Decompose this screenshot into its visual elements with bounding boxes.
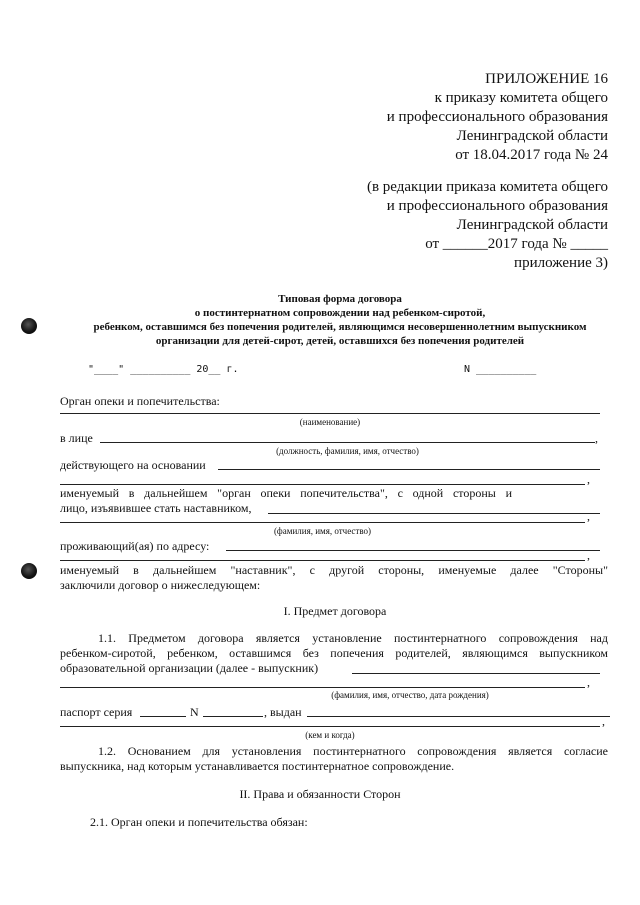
- guardian-label: Орган опеки и попечительства:: [60, 394, 220, 408]
- caption-position: (должность, фамилия, имя, отчество): [276, 446, 419, 456]
- document-subtitle-3: организации для детей-сирот, детей, оставшихся без попечения родителей: [155, 335, 525, 347]
- section-2-heading: II. Права и обязанности Сторон: [239, 787, 401, 801]
- revision-line-4: от ______2017 года № _____: [425, 236, 608, 252]
- section-1-heading: I. Предмет договора: [283, 604, 387, 618]
- caption-name: (наименование): [299, 417, 361, 427]
- comma-mark: ,: [587, 472, 590, 486]
- mentor-named-line: именуемый в дальнейшем "наставник", с другой стороны, именуемые далее "Стороны": [60, 563, 608, 577]
- section-1-p1-line1: 1.1. Предметом договора является установление постинтернатного сопровождения над: [98, 631, 608, 645]
- comma-mark: ,: [587, 675, 590, 689]
- revision-line-1: (в редакции приказа комитета общего: [366, 179, 608, 195]
- punch-hole-bottom: [21, 563, 37, 579]
- header-date-line: от 18.04.2017 года № 24: [455, 147, 608, 163]
- revision-line-5: приложение 3): [514, 255, 608, 271]
- passport-series-label: паспорт серия: [60, 705, 133, 719]
- graduate-line: [352, 673, 600, 674]
- acting-basis-line: [218, 469, 600, 470]
- in-person-label: в лице: [60, 431, 93, 445]
- passport-issued-line-2: [60, 726, 600, 727]
- acting-basis-line-2: [60, 484, 585, 485]
- revision-line-2: и профессионального образования: [386, 198, 608, 214]
- named-guardian-line: именуемый в дальнейшем "орган опеки попечительства", с одной стороны и: [60, 486, 512, 500]
- section-2-p1: 2.1. Орган опеки и попечительства обязан:: [90, 815, 308, 829]
- comma-mark: ,: [602, 714, 605, 728]
- contract-number: N __________: [464, 364, 537, 375]
- mentor-person-label: лицо, изъявившее стать наставником,: [60, 501, 252, 515]
- in-person-line: [100, 442, 595, 443]
- header-appendix: ПРИЛОЖЕНИЕ 16: [485, 71, 608, 87]
- header-region-line: Ленинградской области: [456, 128, 608, 144]
- mentor-person-line-2: [60, 522, 585, 523]
- section-1-p2-line1: 1.2. Основанием для установления постинтернатного сопровождения является согласие: [98, 744, 608, 758]
- document-subtitle-2: ребенком, оставшимся без попечения родителей, являющимся несовершеннолетним выпускником: [93, 321, 587, 333]
- comma-mark: ,: [595, 431, 598, 445]
- passport-number-line: [203, 716, 263, 717]
- concluded-line: заключили договор о нижеследующем:: [60, 578, 261, 592]
- caption-fio: (фамилия, имя, отчество): [273, 526, 372, 536]
- section-1-p2-line2: выпускника, над которым устанавливается постинтернатное сопровождение.: [60, 759, 455, 773]
- contract-date: "____" __________ 20__ г.: [88, 364, 239, 375]
- document-subtitle-1: о постинтернатном сопровождении над ребенком-сиротой,: [194, 307, 486, 319]
- comma-mark: ,: [587, 509, 590, 523]
- section-1-p1-line2: ребенком-сиротой, ребенком, оставшимся без попечения родителей, являющимся выпускником: [60, 646, 608, 660]
- punch-hole-top: [21, 318, 37, 334]
- caption-by-when: (кем и когда): [305, 730, 355, 740]
- acting-basis-label: действующего на основании: [60, 458, 206, 472]
- caption-fio-dob: (фамилия, имя, отчество, дата рождения): [331, 690, 489, 700]
- guardian-name-line: [60, 413, 600, 414]
- document-title: Типовая форма договора: [278, 293, 402, 305]
- section-1-p1-line3: образовательной организации (далее - выпускник): [60, 661, 319, 675]
- passport-series-line: [140, 716, 186, 717]
- passport-issued-line: [307, 716, 610, 717]
- mentor-person-line: [268, 513, 600, 514]
- address-line: [226, 550, 600, 551]
- header-committee-line: и профессионального образования: [386, 109, 608, 125]
- revision-line-3: Ленинградской области: [456, 217, 608, 233]
- graduate-line-2: [60, 687, 585, 688]
- comma-mark: ,: [587, 548, 590, 562]
- header-order-line: к приказу комитета общего: [434, 90, 608, 106]
- address-label: проживающий(ая) по адресу:: [60, 539, 210, 553]
- address-line-2: [60, 560, 585, 561]
- passport-issued-label: , выдан: [264, 705, 302, 719]
- passport-number-label: N: [190, 705, 199, 719]
